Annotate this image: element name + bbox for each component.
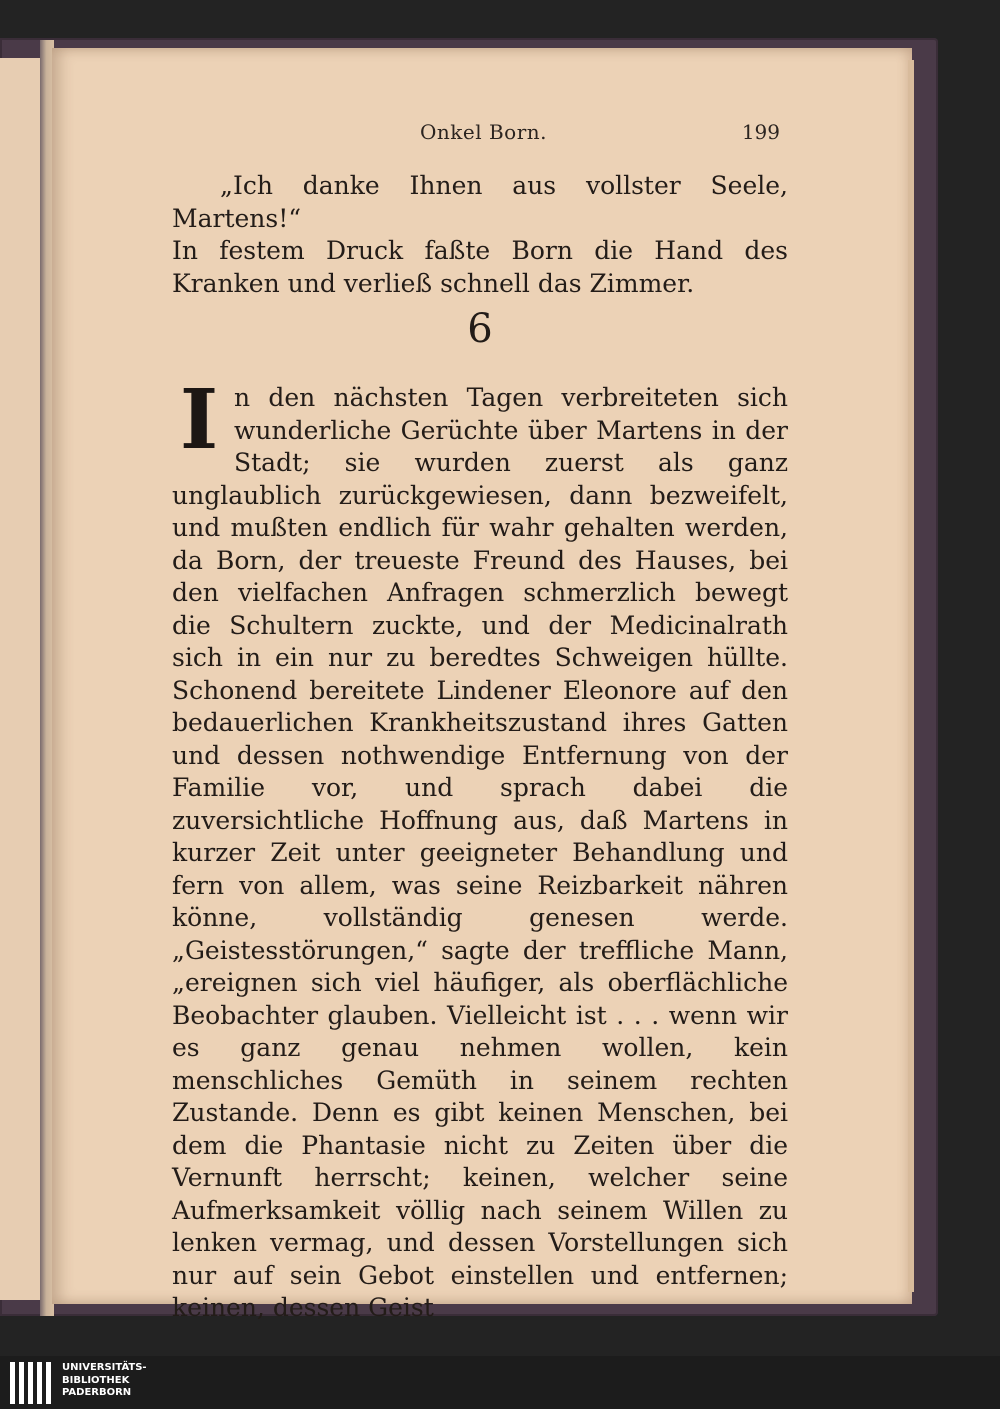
page-header <box>420 120 780 150</box>
library-logo-icon <box>8 1362 56 1404</box>
drop-cap: I <box>179 372 219 468</box>
paragraph-text: n den nächsten Tagen verbreiteten sich wunderliche Gerüchte über Martens in der Stadt; sie wurden zuerst als ganz unglaublich zurückgewiesen, dann bezweifelt, und mußten endlich für wahr gehalten werden, da Born, der treueste Freund des Hauses, bei den vielfachen Anfragen schmerzlich bewegt die Schultern zuckte, und der Medicinalrath sich in ein nur zu beredtes Schweigen hüllte. Schonend bereitete Lindener Eleonore auf den bedauerlichen Krankheitszustand ihres Gatten und dessen nothwendige Entfernung von der Familie vor, und sprach dabei die zuversichtliche Hoffnung aus, daß Martens in kurzer Zeit unter geeigneter Behandlung und fern von allem, was seine Reizbarkeit nähren könne, vollständig genesen werde. „Geistesstörungen,“ sagte der treffliche Mann, „ereignen sich viel häufiger, als oberflächliche Beobachter glauben. Vielleicht ist . . . wenn wir es ganz genau nehmen wollen, kein menschliches Gemüth in seinem rechten Zustande. Denn es gibt keinen Menschen, bei dem die Phantasie nicht zu Zeiten über die Vernunft herrscht; keinen, welcher seine Aufmerksamkeit völlig nach seinem Willen zu lenken vermag, und dessen Vorstellungen sich nur auf sein Gebot einstellen und entfernen; keinen, dessen Geist <box>172 383 788 1322</box>
logo-line: BIBLIOTHEK <box>62 1374 130 1386</box>
logo-line: PADERBORN <box>62 1387 132 1398</box>
paragraph: In festem Druck faßte Born die Hand des Kranken und verließ schnell das Zimmer. <box>172 236 788 298</box>
logo-line: UNIVERSITÄTS- <box>62 1362 147 1373</box>
page-edge <box>908 60 914 1292</box>
text-block-chapter <box>172 372 788 1325</box>
paragraph: „Ich danke Ihnen aus vollster Seele, Martens!“ <box>172 171 788 233</box>
paragraph <box>172 372 788 1325</box>
library-logo <box>8 1362 208 1404</box>
text-block-top <box>172 170 788 300</box>
left-page-edge <box>0 58 44 1300</box>
page-number: 199 <box>741 120 780 144</box>
running-title: Onkel Born. <box>420 120 548 144</box>
library-logo-text <box>62 1362 147 1400</box>
chapter-number: 6 <box>467 306 493 352</box>
